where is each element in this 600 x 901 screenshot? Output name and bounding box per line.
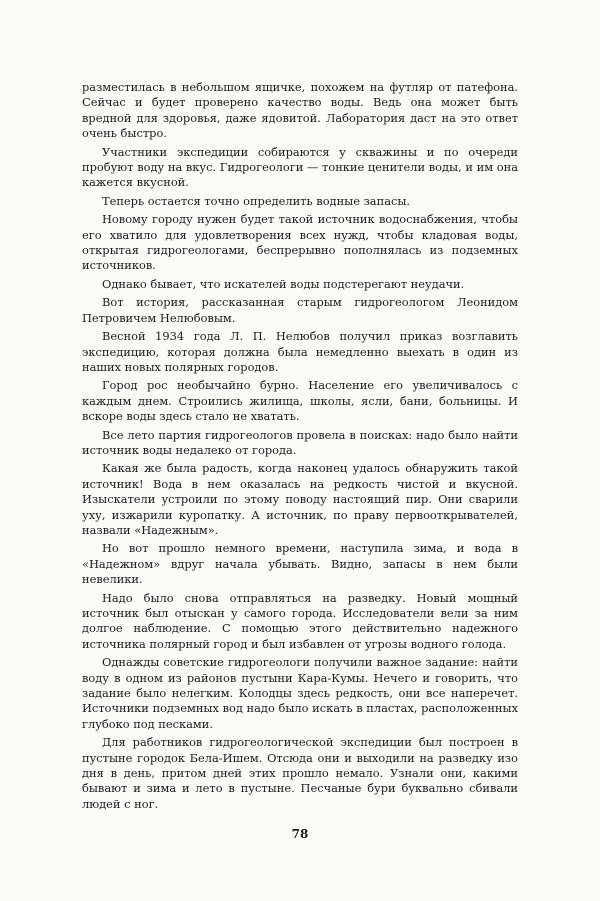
paragraph-10: Какая же была радость, когда наконец удалось обнаружить такой источник! Вода в нем оказалась на редкость чистой и вкусной. Изыскатели устроили по этому поводу настоящий пир. Они сварили уху, изжарили куропатку. А источник, по праву первооткрывателей, назвали «Надежным». — [82, 461, 518, 537]
paragraph-8: Город рос необычайно бурно. Население его увеличивалось с каждым днем. Строились жилища, школы, ясли, бани, больницы. И вскоре воды здесь стало не хватать. — [82, 378, 518, 424]
paragraph-9: Все лето партия гидрогеологов провела в поисках: надо было найти источник воды недалеко от города. — [82, 427, 518, 457]
body-text — [82, 80, 518, 815]
paragraph-7: Весной 1934 года Л. П. Нелюбов получил приказ возглавить экспедицию, которая должна была немедленно выехать в один из наших новых полярных городов. — [82, 329, 518, 374]
paragraph-2: Участники экспедиции собираются у скважины и по очереди пробуют воду на вкус. Гидрогеологи — тонкие ценители воды, и им она кажется вкусной. — [82, 144, 518, 190]
paragraph-4: Новому городу нужен будет такой источник водоснабжения, чтобы его хватило для удовлетворения всех нужд, чтобы кладовая воды, открытая гидрогеологами, беспрерывно пополнялась из подземных источников. — [82, 212, 518, 273]
paragraph-3: Теперь остается точно определить водные запасы. — [102, 193, 411, 208]
paragraph-13: Однажды советские гидрогеологи получили важное задание: найти воду в одном из районов пустыни Кара-Кумы. Нечего и говорить, что задание было нелегким. Колодцы здесь редкость, они все наперечет. Источники подземных вод надо было искать в пластах, расположенных глубоко под песками. — [82, 655, 518, 731]
paragraph-11: Но вот прошло немного времени, наступила зима, и вода в «Надежном» вдруг начала убывать. Видно, запасы в нем были невелики. — [82, 541, 518, 587]
page-number: 78 — [291, 827, 309, 841]
paragraph-5: Однако бывает, что искателей воды подстерегают неудачи. — [102, 276, 465, 291]
paragraph-14: Для работников гидрогеологической экспедиции был построен в пустыне городок Бела-Ишем. Отсюда они и выходили на разведку изо дня в день, притом дней этих прошло немало. Узнали они, какими бывают и зима и лето в пустыне. Песчаные бури буквально сбивали людей с ног. — [82, 735, 518, 811]
paragraph-12: Надо было снова отправляться на разведку. Новый мощный источник был отыскан у самого города. Исследователи вели за ним долгое наблюдение. С помощью этого действительно надежного источника полярный город и был избавлен от угрозы водного голода. — [82, 590, 518, 651]
paragraph-6: Вот история, рассказанная старым гидрогеологом Леонидом Петровичем Нелюбовым. — [82, 295, 518, 325]
paragraph-1: разместилась в небольшом ящичке, похожем на футляр от патефона. Сейчас и будет проверено качество воды. Ведь она может быть вредной для здоровья, даже ядовитой. Лаборатория даст на это ответ очень быстро. — [82, 80, 518, 141]
